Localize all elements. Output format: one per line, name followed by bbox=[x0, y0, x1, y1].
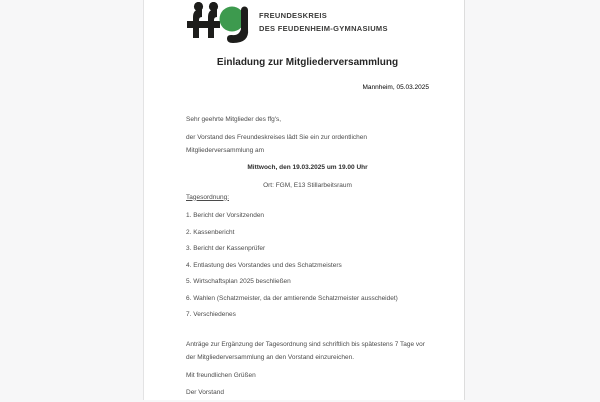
signature: Der Vorstand bbox=[186, 389, 224, 396]
agenda-item: 3. Bericht der Kassenprüfer bbox=[186, 245, 266, 252]
intro-paragraph bbox=[186, 131, 429, 157]
org-wordmark bbox=[259, 9, 388, 35]
org-logo bbox=[186, 2, 429, 42]
meeting-datetime: Mittwoch, den 19.03.2025 um 19.00 Uhr bbox=[247, 164, 368, 171]
agenda-item: 6. Wahlen (Schatzmeister, da der amtierende Schatzmeister ausscheidet) bbox=[186, 294, 398, 302]
agenda-heading: Tagesordnung: bbox=[186, 193, 230, 201]
letter-content bbox=[144, 2, 464, 402]
agenda-item: 2. Kassenbericht bbox=[186, 228, 235, 236]
salutation: Sehr geehrte Mitglieder des ffg's, bbox=[186, 116, 282, 123]
agenda-item: 4. Entlastung des Vorstandes und des Schatzmeisters bbox=[186, 261, 342, 269]
closing: Mit freundlichen Grüßen bbox=[186, 372, 256, 379]
agenda-item: 5. Wirtschaftsplan 2025 beschließen bbox=[186, 278, 291, 285]
letter-title: Einladung zur Mitgliederversammlung bbox=[216, 57, 399, 68]
org-name-line1: FREUNDESKREIS bbox=[259, 11, 328, 20]
meeting-location: Ort: FGM, E13 Stillarbeitsraum bbox=[263, 181, 352, 189]
intro-line2: Mitgliederversammlung am bbox=[186, 146, 265, 154]
intro-line1: der Vorstand des Freundeskreises lädt Sie ein zur ordentlichen bbox=[186, 133, 368, 141]
dateline: Mannheim, 05.03.2025 bbox=[362, 84, 429, 91]
ffg-logo-icon bbox=[186, 2, 250, 44]
agenda-item: 1. Bericht der Vorsitzenden bbox=[186, 212, 265, 219]
org-name-line2: DES FEUDENHEIM-GYMNASIUMS bbox=[259, 24, 388, 33]
agenda-item: 7. Verschiedenes bbox=[186, 311, 236, 318]
note-line1: Anträge zur Ergänzung der Tagesordnung sind schriftlich bis spätestens 7 Tage vor bbox=[186, 341, 425, 348]
note-paragraph bbox=[186, 338, 429, 364]
note-line2: der Mitgliederversammlung an den Vorstand einzureichen. bbox=[186, 354, 355, 361]
document-page bbox=[143, 0, 465, 400]
